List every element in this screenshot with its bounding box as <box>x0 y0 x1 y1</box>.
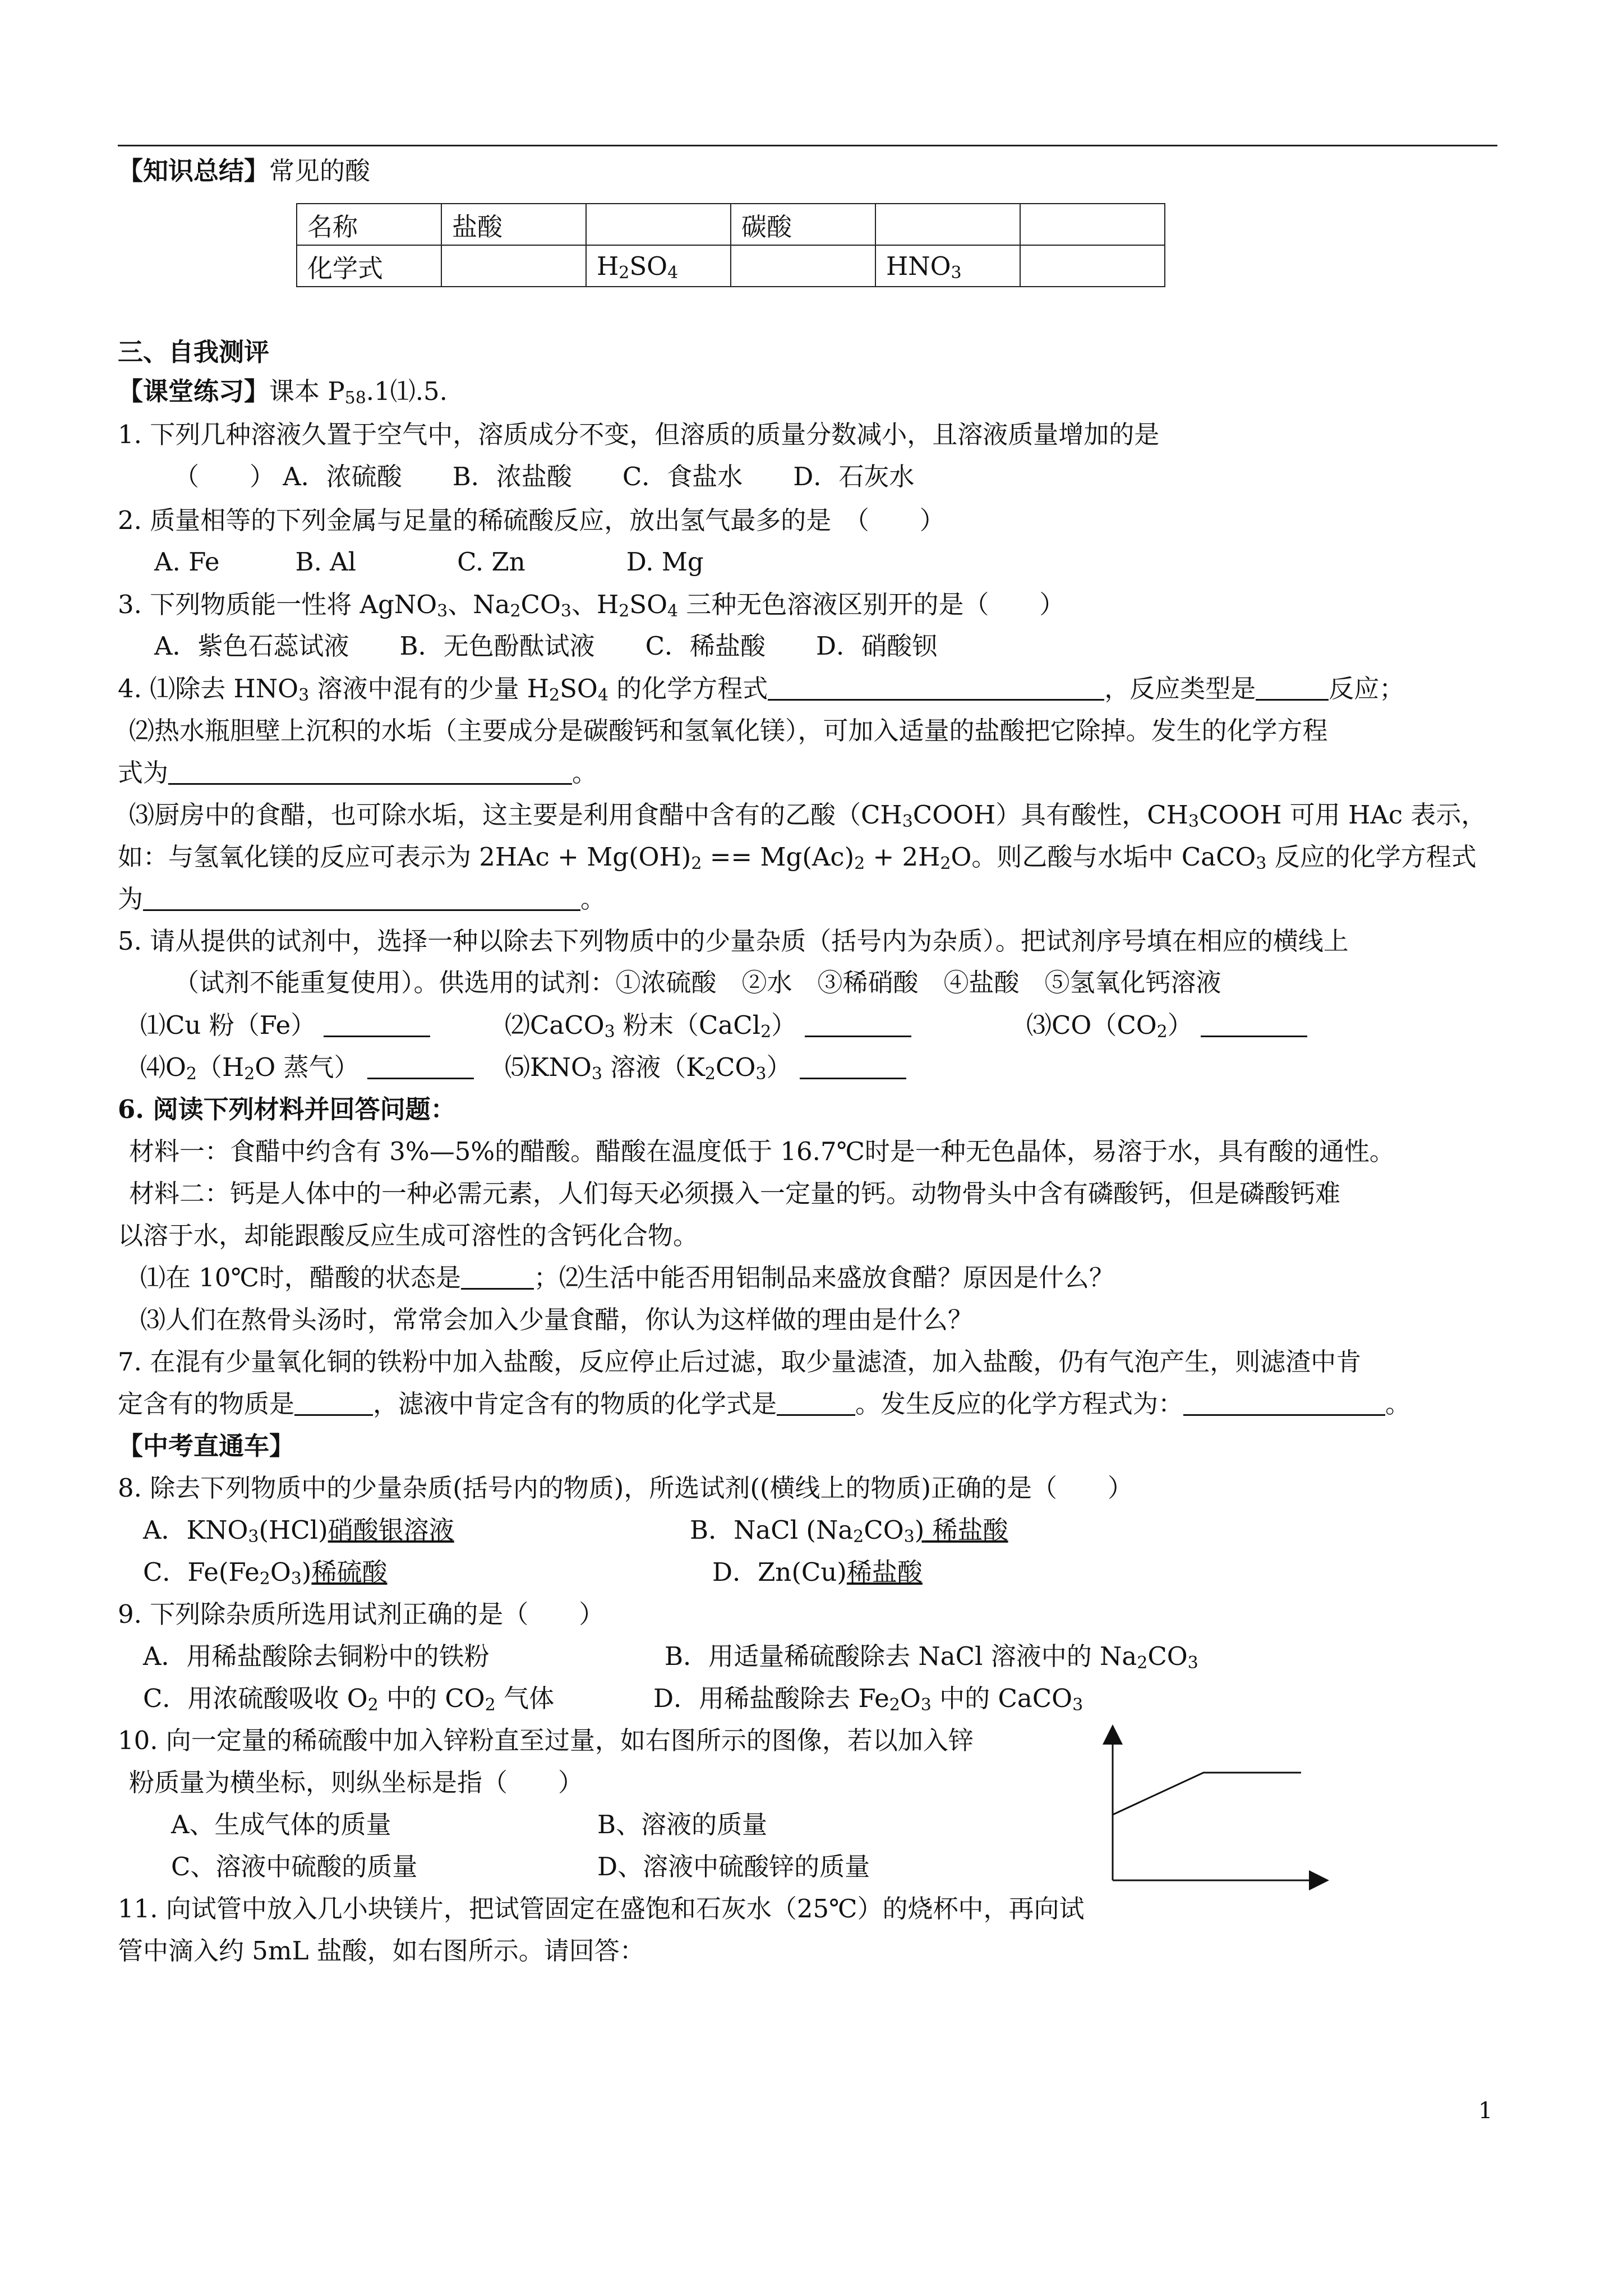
q5-reagents: （试剂不能重复使用）。供选用的试剂：①浓硫酸 ②水 ③稀硝酸 ④盐酸 ⑤氢氧化钙溶液 <box>174 968 1221 997</box>
answer-blank[interactable] <box>143 886 580 911</box>
q5-item-4: $⑷O_2(H_2O$ 蒸气） <box>140 1051 474 1084</box>
q4-part3-answer: 为 。 <box>118 884 606 914</box>
q10-option-c: C、溶液中硫酸的质量 <box>171 1852 418 1881</box>
section-title: 三、自我测评 <box>118 337 270 367</box>
header-rule <box>118 145 1497 146</box>
q1-options: （ ） A．浓硫酸 B．浓盐酸 C．食盐水 D．石灰水 <box>174 462 915 491</box>
q10-option-a: A、生成气体的质量 <box>171 1810 391 1839</box>
q4-part1: 4. ⑴除去 $HNO_3$ 溶液中混有的少量 $H_2SO_4$ 的化学方程式 ，反应类型是 反应； <box>118 674 1405 705</box>
table-cell <box>586 204 731 245</box>
q11-stem-cont: 管中滴入约 5mL 盐酸，如右图所示。请回答： <box>118 1936 645 1966</box>
table-cell: 名称 <box>297 204 441 245</box>
table-cell: $HNO_3$ <box>875 245 1020 287</box>
q6-question-1: ⑴在 10℃时，醋酸的状态是 ；⑵生活中能否用铝制品来盛放食醋？原因是什么？ <box>140 1263 1114 1292</box>
answer-blank[interactable] <box>168 760 572 785</box>
practice-line: 【课堂练习】课本 $P_{58}.1⑴.5$. <box>118 376 448 408</box>
answer-blank[interactable] <box>1256 675 1329 701</box>
q10-stem: 10. 向一定量的稀硫酸中加入锌粉直至过量，如右图所示的图像，若以加入锌 <box>118 1726 974 1755</box>
answer-blank[interactable] <box>805 1012 911 1037</box>
q6-material-1: 材料一：食醋中约含有 3%—5%的醋酸。醋酸在温度低于 16.7℃时是一种无色晶体，易溶于水，具有酸的通性。 <box>129 1137 1395 1166</box>
q2-options: A. Fe B. Al C. Zn D. Mg <box>154 547 704 577</box>
q3-stem: 3. 下列物质能一性将 AgNO$_3$、$Na_2CO_3$、$H_2SO_4$ 三种无色溶液区别开的是（ ） <box>118 590 1065 621</box>
summary-title: 常见的酸 <box>269 156 371 186</box>
q10-graph <box>1099 1722 1335 1896</box>
q5-stem: 5. 请从提供的试剂中，选择一种以除去下列物质中的少量杂质（括号内为杂质）。把试剂序号填在相应的横线上 <box>118 926 1349 956</box>
q8-stem: 8. 除去下列物质中的少量杂质(括号内的物质)，所选试剂((横线上的物质)正确的是（ ） <box>118 1473 1133 1503</box>
answer-blank[interactable] <box>777 1391 855 1416</box>
q9-option-a: A．用稀盐酸除去铜粉中的铁粉 <box>143 1641 490 1671</box>
q8-option-c: C．$Fe(Fe_2O_3)$稀硫酸 <box>143 1557 388 1589</box>
q9-option-c: C．用浓硫酸吸收 $O_2$ 中的 $CO_2$ 气体 <box>143 1683 555 1715</box>
q8-option-b: B．NaCl $(Na_2CO_3)$ 稀盐酸 <box>690 1515 1008 1547</box>
table-cell <box>1020 204 1165 245</box>
q4-part3: ⑶厨房中的食醋，也可除水垢，这主要是利用食醋中含有的乙酸$(CH_3COOH)$具有酸性，$CH_3COOH$ 可用 HAc 表示， <box>129 800 1487 831</box>
table-cell: $H_2SO_4$ <box>586 245 731 287</box>
q10-stem-cont: 粉质量为横坐标，则纵坐标是指（ ） <box>129 1768 584 1797</box>
answer-blank[interactable] <box>461 1264 534 1290</box>
summary-line <box>118 154 370 188</box>
table-cell: 盐酸 <box>441 204 586 245</box>
q9-option-d: D．用稀盐酸除去 $Fe_2O_3$ 中的 CaCO$_3$ <box>653 1683 1083 1715</box>
q4-part2-cont: 式为 。 <box>118 758 598 788</box>
q8-option-a: A．$KNO_3(HCl)$硝酸银溶液 <box>143 1515 454 1547</box>
table-cell <box>875 204 1020 245</box>
answer-blank[interactable] <box>768 675 1104 701</box>
q5-item-5: $⑸KNO_3$ 溶液$(K_2CO_3)$ <box>505 1051 906 1084</box>
table-cell <box>731 245 875 287</box>
answer-blank[interactable] <box>1201 1012 1307 1037</box>
q6-material-2-cont: 以溶于水，却能跟酸反应生成可溶性的含钙化合物。 <box>118 1221 699 1250</box>
q6-material-2: 材料二：钙是人体中的一种必需元素，人们每天必须摄入一定量的钙。动物骨头中含有磷酸钙，但是磷酸钙难 <box>129 1179 1341 1208</box>
table-row <box>297 245 1165 287</box>
answer-blank[interactable] <box>294 1391 373 1416</box>
q6-question-3: ⑶人们在熬骨头汤时，常常会加入少量食醋，你认为这样做的理由是什么？ <box>140 1305 974 1335</box>
answer-blank[interactable] <box>1183 1391 1385 1416</box>
q1-stem: 1. 下列几种溶液久置于空气中，溶质成分不变，但溶质的质量分数减小，且溶液质量增加的是 <box>118 420 1160 449</box>
q10-option-d: D、溶液中硫酸锌的质量 <box>597 1852 870 1881</box>
q9-option-b: B．用适量稀硫酸除去 NaCl 溶液中的 $Na_2CO_3$ <box>665 1641 1198 1673</box>
table-cell: 化学式 <box>297 245 441 287</box>
q7-stem: 7. 在混有少量氧化铜的铁粉中加入盐酸，反应停止后过滤，取少量滤渣，加入盐酸，仍有气泡产生，则滤渣中肯 <box>118 1347 1362 1377</box>
q5-item-2: ⑵CaCO$_3$ 粉末（CaCl$_2$） <box>505 1009 911 1042</box>
page-number: 1 <box>1478 2098 1493 2124</box>
q10-option-b: B、溶液的质量 <box>597 1810 768 1839</box>
q4-part3-cont: 如：与氢氧化镁的反应可表示为 $2HAc + Mg(OH)_2 == Mg(Ac)_2 + 2H_2O$。则乙酸与水垢中 CaCO$_3$ 反应的化学方程式 <box>118 842 1477 873</box>
q8-option-d: D．Zn(Cu)稀盐酸 <box>712 1557 923 1587</box>
answer-blank[interactable] <box>800 1054 906 1079</box>
table-cell <box>1020 245 1165 287</box>
q9-stem: 9. 下列除杂质所选用试剂正确的是（ ） <box>118 1599 605 1629</box>
table-row <box>297 204 1165 245</box>
table-cell: 碳酸 <box>731 204 875 245</box>
answer-blank[interactable] <box>324 1012 430 1037</box>
q6-stem: 6. 阅读下列材料并回答问题： <box>118 1094 456 1124</box>
q2-stem: 2. 质量相等的下列金属与足量的稀硫酸反应，放出氢气最多的是 （ ） <box>118 505 945 535</box>
exam-heading: 【中考直通车】 <box>118 1431 295 1461</box>
q3-options: A．紫色石蕊试液 B．无色酚酞试液 C．稀盐酸 D．硝酸钡 <box>154 631 938 661</box>
graph-curve <box>1113 1773 1301 1815</box>
q5-item-1: ⑴Cu 粉（Fe） <box>140 1009 430 1042</box>
table-cell <box>441 245 586 287</box>
answer-blank[interactable] <box>367 1054 474 1079</box>
acids-table <box>296 203 1165 287</box>
q5-item-3: $⑶CO(CO_2)$ <box>1026 1009 1307 1042</box>
q4-part2: ⑵热水瓶胆壁上沉积的水垢（主要成分是碳酸钙和氢氧化镁），可加入适量的盐酸把它除掉。发生的化学方程 <box>129 716 1328 746</box>
summary-heading: 【知识总结】 <box>118 156 270 186</box>
q7-stem-cont: 定含有的物质是 ，滤液中肯定含有的物质的化学式是 。发生反应的化学方程式为： 。 <box>118 1389 1411 1419</box>
q11-stem: 11. 向试管中放入几小块镁片，把试管固定在盛饱和石灰水（25℃）的烧杯中，再向试 <box>118 1894 1085 1924</box>
